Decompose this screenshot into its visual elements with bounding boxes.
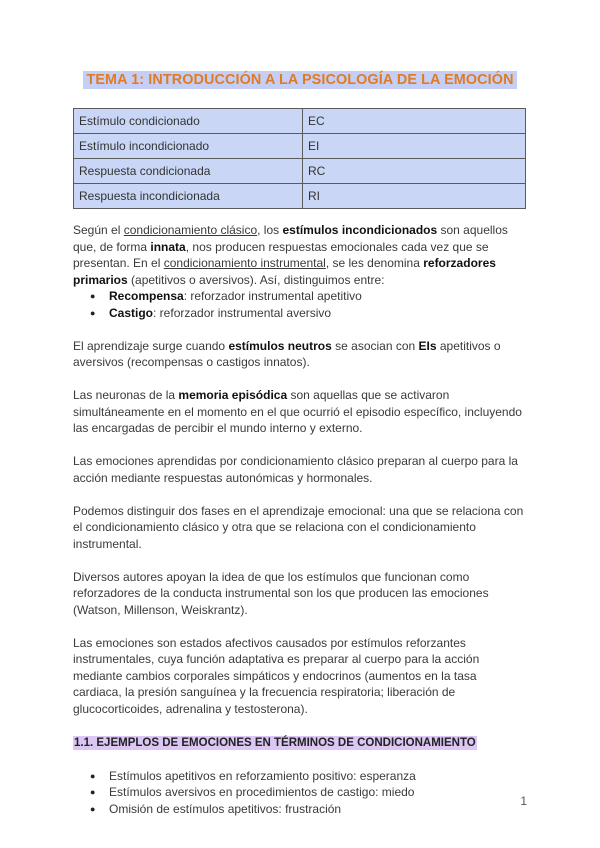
- bullet-icon: ●: [90, 770, 96, 781]
- page-title: TEMA 1: INTRODUCCIÓN A LA PSICOLOGÍA DE LA EMOCIÓN: [83, 71, 516, 89]
- bold-term: memoria episódica: [178, 388, 288, 402]
- table-cell-term: Estímulo condicionado: [74, 109, 303, 134]
- list-item: [73, 801, 528, 818]
- list-item-text: Estímulos apetitivos en reforzamiento positivo: esperanza: [109, 768, 416, 783]
- list-item: [73, 305, 528, 322]
- table-cell-term: Estímulo incondicionado: [74, 134, 303, 159]
- paragraph-conditioning: [73, 222, 528, 288]
- bullet-icon: ●: [90, 291, 96, 301]
- paragraph-learning: [73, 338, 528, 371]
- list-item: [73, 784, 528, 801]
- text-span: son aquellos que, de forma: [73, 223, 508, 254]
- text-span: , se les denomina: [325, 256, 424, 270]
- list-item-text: Estímulos aversivos en procedimientos de castigo: miedo: [109, 785, 415, 799]
- bold-term: estímulos neutros: [228, 338, 332, 353]
- paragraph-emotions-definition: Las emociones son estados afectivos causados por estímulos reforzantes instrumentales, cuya función adaptativa es preparar al cuerpo para la acción mediante cambios corporales simpáticos y endocrinos (aumentos en la tasa cardiaca, la presión sanguínea y la frecuencia respiratoria; liberación de glucocorticoides, adrenalina y testosterona).: [73, 635, 480, 716]
- list-item-text: Omisión de estímulos apetitivos: frustración: [109, 801, 342, 816]
- paragraph-episodic-memory: [73, 387, 528, 437]
- bullet-icon: ●: [90, 787, 96, 797]
- section-heading-text: 1.1. EJEMPLOS DE EMOCIONES EN TÉRMINOS DE CONDICIONAMIENTO: [74, 736, 476, 749]
- reinforcer-list: [73, 288, 528, 321]
- table-cell-term: Respuesta condicionada: [74, 159, 303, 184]
- text-span: son aquellas que se activaron simultáneamente en el momento en el que ocurrió el episodio específico, incluyendo las encargadas de percibir el mundo interno y externo.: [73, 388, 522, 435]
- examples-list: [73, 768, 528, 818]
- table-cell-abbr: RI: [303, 184, 526, 209]
- bullet-icon: ●: [90, 307, 96, 318]
- list-item-text: : reforzador instrumental aversivo: [153, 305, 332, 320]
- bullet-icon: ●: [90, 803, 96, 814]
- bold-term: innata: [150, 239, 186, 254]
- list-item: [73, 768, 528, 785]
- table-row: [74, 184, 526, 209]
- text-span: , nos producen respuestas emocionales cada vez que se presentan. En el: [73, 239, 489, 270]
- table-cell-term: Respuesta incondicionada: [74, 184, 303, 209]
- text-span: se asocian con: [331, 338, 419, 353]
- bold-term: Castigo: [109, 305, 154, 320]
- list-item-text: : reforzador instrumental apetitivo: [183, 289, 362, 303]
- text-span: Según el: [73, 223, 124, 237]
- table-cell-abbr: EI: [303, 134, 526, 159]
- table-row: [74, 159, 526, 184]
- text-span: El aprendizaje surge cuando: [73, 338, 229, 353]
- paragraph-authors: Diversos autores apoyan la idea de que los estímulos que funcionan como reforzadores de la conducta instrumental son los que producen las emociones (Watson, Millenson, Weiskrantz).: [73, 569, 489, 617]
- text-span: Las neuronas de la: [73, 388, 179, 402]
- table-row: [74, 109, 526, 134]
- table-row: [74, 134, 526, 159]
- list-item: [73, 288, 528, 305]
- bold-term: Recompensa: [109, 289, 184, 303]
- page-number: 1: [520, 794, 527, 808]
- bold-term: reforzadores primarios: [73, 256, 496, 287]
- page-title-wrap: [0, 71, 600, 89]
- text-span: , los: [257, 223, 283, 237]
- underlined-term: condicionamiento clásico: [123, 223, 258, 237]
- underlined-term: condicionamiento instrumental: [163, 256, 326, 270]
- paragraph-two-phases: Podemos distinguir dos fases en el aprendizaje emocional: una que se relaciona con el condicionamiento clásico y otra que se relaciona con el condicionamiento instrumental.: [73, 503, 524, 551]
- section-heading: [73, 734, 528, 752]
- document-body: [73, 222, 528, 834]
- bold-term: estímulos incondicionados: [282, 223, 438, 237]
- text-span: (apetitivos o aversivos). Así, distinguimos entre:: [127, 272, 385, 287]
- bold-term: EIs: [418, 338, 437, 353]
- paragraph-learned-emotions: Las emociones aprendidas por condicionamiento clásico preparan al cuerpo para la acción mediante respuestas autonómicas y hormonales.: [73, 454, 518, 485]
- terms-table: [73, 108, 526, 209]
- table-cell-abbr: RC: [303, 159, 526, 184]
- text-span: apetitivos o aversivos (recompensas o castigos innatos).: [73, 338, 501, 369]
- table-cell-abbr: EC: [303, 109, 526, 134]
